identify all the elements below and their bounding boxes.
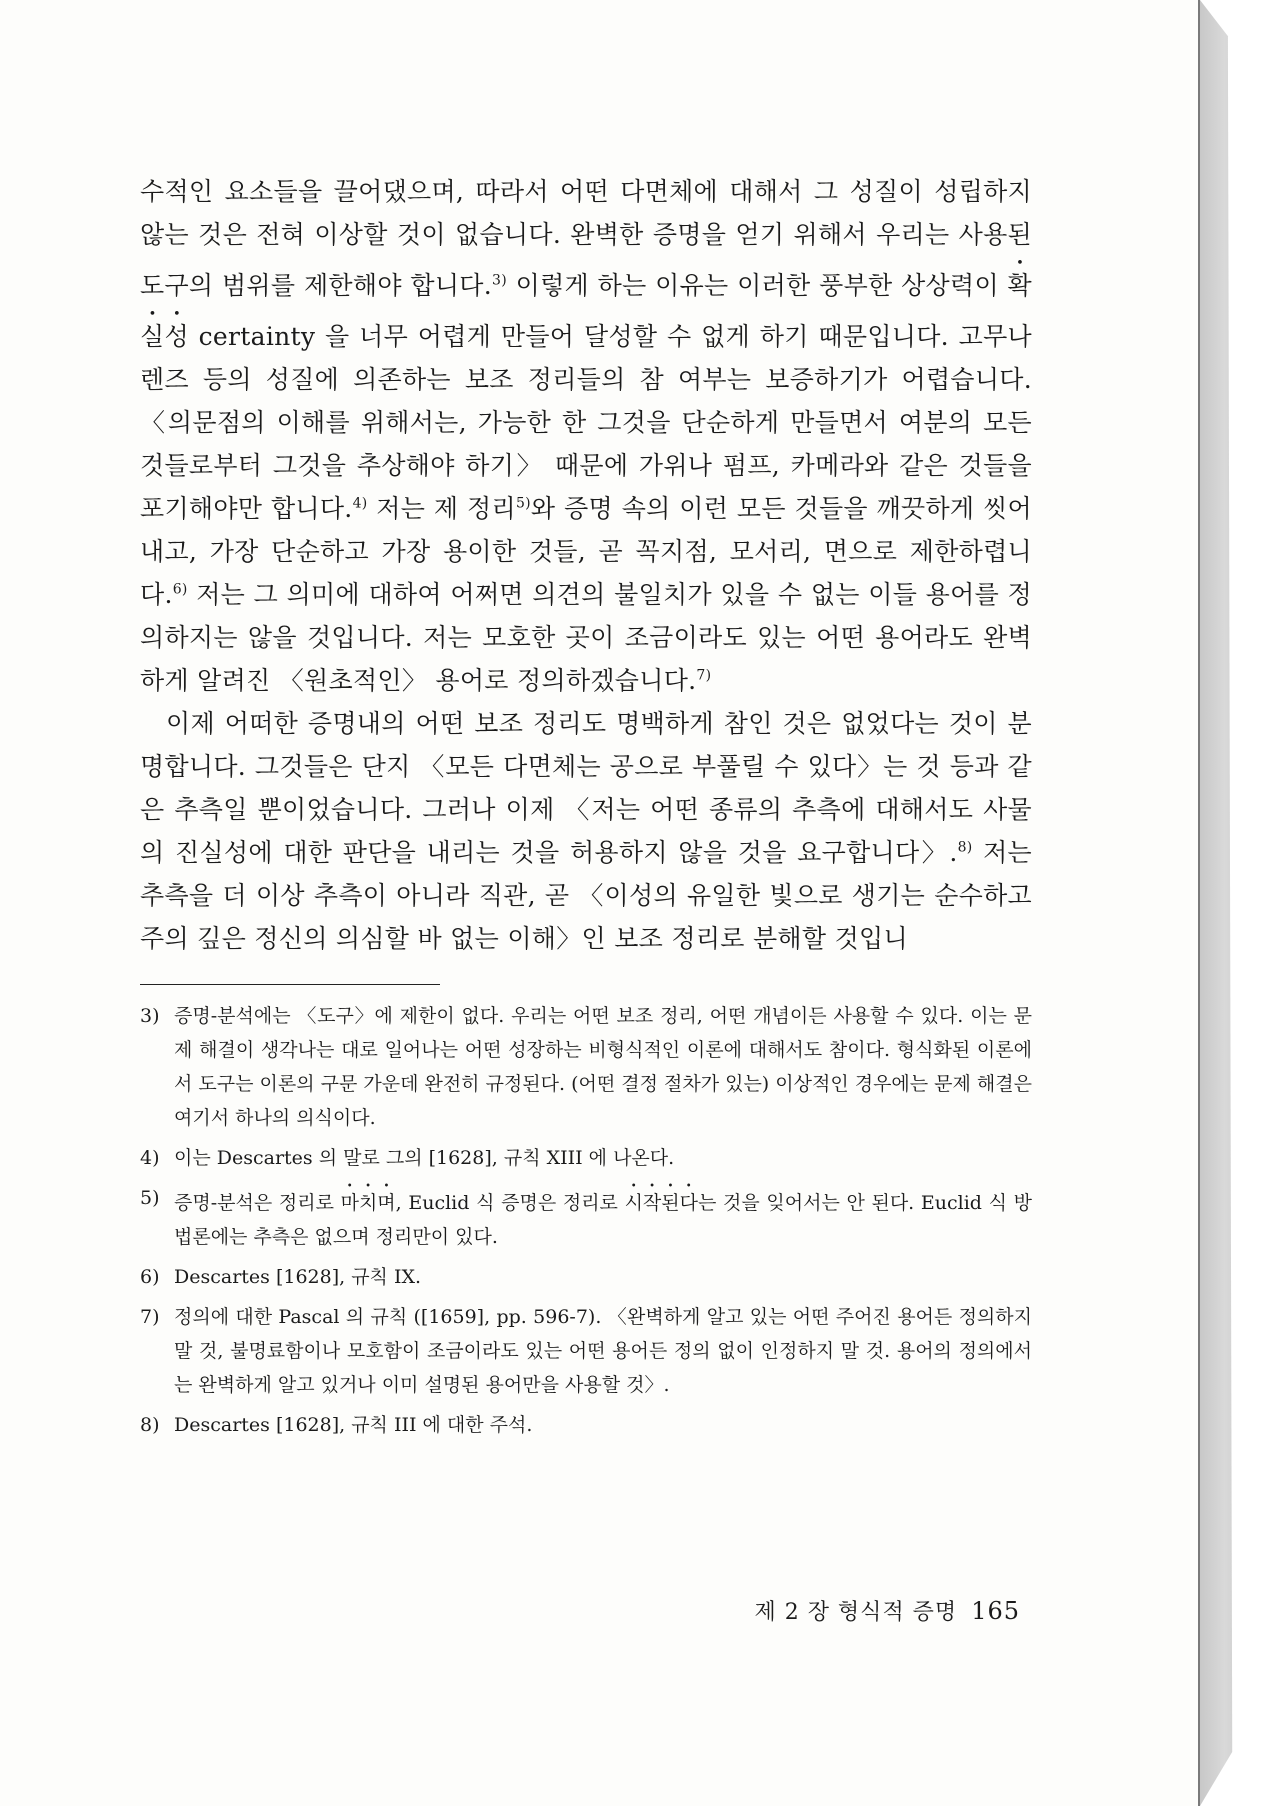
footnote-number: 8) xyxy=(140,1414,160,1436)
running-footer xyxy=(740,1595,1020,1626)
footnote-text-c: 는 것을 잊어서는 안 된다. Euclid 식 방법론에는 추측은 없으며 정리만이 있다. xyxy=(174,1192,1032,1248)
emphasis-certainty: 확실성 xyxy=(140,271,1032,351)
footnotes-list xyxy=(140,999,1032,1442)
chapter-title: 제 2 장 형식적 증명 xyxy=(754,1600,958,1625)
footnote-number: 6) xyxy=(140,1266,160,1288)
footnote-ref-8[interactable]: 8) xyxy=(957,839,973,856)
footnote-text: 정의에 대한 Pascal 의 규칙 ([1659], pp. 596-7). 〈완벽하게 알고 있는 어떤 주어진 용어든 정의하지 말 것, 불명료함이나 모호함이 조금이라도 있는 어떤 용어든 정의 없이 인정하지 말 것. 용어의 정의에서는 완벽하게 알고 있거나 이미 설명된 용어만을 사용할 것〉. xyxy=(174,1306,1032,1396)
footnote-7 xyxy=(140,1300,1032,1402)
footnote-ref-6[interactable]: 6) xyxy=(172,581,188,598)
page-content xyxy=(140,170,1032,1448)
footnote-divider xyxy=(140,984,440,985)
footnote-ref-3[interactable]: 3) xyxy=(492,272,507,289)
footnote-6 xyxy=(140,1260,1032,1294)
paragraph-2 xyxy=(140,702,1032,960)
body-text xyxy=(140,170,1032,960)
paragraph-2-text-b: 저는 추측을 더 이상 추측이 아니라 직관, 곧 〈이성의 유일한 빛으로 생기는 순수하고 주의 깊은 정신의 의심할 바 없는 이해〉인 보조 정리로 분해할 것입니 xyxy=(140,838,1032,953)
footnote-ref-4[interactable]: 4) xyxy=(352,495,368,512)
footnote-number: 4) xyxy=(140,1147,160,1169)
footnote-4 xyxy=(140,1141,1032,1175)
footnote-5 xyxy=(140,1181,1032,1254)
paragraph-1 xyxy=(140,170,1032,702)
paragraph-2-text-a: 이제 어떠한 증명내의 어떤 보조 정리도 명백하게 참인 것은 없었다는 것이 분명합니다. 그것들은 단지 〈모든 다면체는 공으로 부풀릴 수 있다〉는 것 등과 같은 추측일 뿐이었습니다. 그러나 이제 〈저는 어떤 종류의 추측에 대해서도 사물의 진실성에 대한 판단을 내리는 것을 허용하지 않을 것을 요구합니다〉. xyxy=(140,709,1032,867)
page-edge-shadow xyxy=(1200,0,1262,1806)
footnote-number: 3) xyxy=(140,1005,160,1027)
paragraph-1-text-f: 저는 그 의미에 대하여 어쩌면 의견의 불일치가 있을 수 없는 이들 용어를 정의하지는 않을 것입니다. 저는 모호한 곳이 조금이라도 있는 어떤 용어라도 완벽하게 알려진 〈원초적인〉 용어로 정의하겠습니다. xyxy=(140,580,1032,695)
footnote-text: Descartes [1628], 규칙 IX. xyxy=(174,1266,422,1288)
footnote-text: Descartes [1628], 규칙 III 에 대한 주석. xyxy=(174,1414,533,1436)
emphasis-ending: 마치며 xyxy=(340,1192,396,1214)
paragraph-1-text-b: 이렇게 하는 이유는 이러한 풍부한 상상력이 xyxy=(507,271,1008,300)
paragraph-1-text-c: certainty 을 너무 어렵게 만들어 달성할 수 없게 하기 때문입니다. 고무나 렌즈 등의 성질에 의존하는 보조 정리들의 참 여부는 보증하기가 어렵습니다. 〈의문점의 이해를 위해서는, 가능한 한 그것을 단순하게 만들면서 여분의 모든 것들로부터 그것을 추상해야 하기〉 때문에 가위나 펌프, 카메라와 같은 것들을 포기해야만 합니다. xyxy=(140,322,1032,523)
footnote-text: 이는 Descartes 의 말로 그의 [1628], 규칙 XIII 에 나온다. xyxy=(174,1147,675,1169)
footnote-text-b: , Euclid 식 증명은 정리로 xyxy=(395,1192,625,1214)
emphasis-beginning: 시작된다 xyxy=(624,1192,698,1214)
paragraph-1-text-e: 와 증명 속의 이런 모든 것들을 깨끗하게 씻어내고, 가장 단순하고 가장 용이한 것들, 곧 꼭지점, 모서리, 면으로 제한하렵니다. xyxy=(140,494,1032,609)
footnote-number: 7) xyxy=(140,1306,160,1328)
footnote-ref-7[interactable]: 7) xyxy=(696,667,712,684)
paragraph-1-text-a: 수적인 요소들을 끌어댔으며, 따라서 어떤 다면체에 대해서 그 성질이 성립하지 않는 것은 전혀 이상할 것이 없습니다. 완벽한 증명을 얻기 위해서 우리는 사용된 도구의 범위를 제한해야 합니다. xyxy=(140,177,1032,300)
footnote-3 xyxy=(140,999,1032,1135)
footnote-text-a: 증명-분석은 정리로 xyxy=(174,1192,341,1214)
footnote-text: 증명-분석에는 〈도구〉에 제한이 없다. 우리는 어떤 보조 정리, 어떤 개념이든 사용할 수 있다. 이는 문제 해결이 생각나는 대로 일어나는 어떤 성장하는 비형식적인 이론에 대해서도 참이다. 형식화된 이론에서 도구는 이론의 구문 가운데 완전히 규정된다. (어떤 결정 절차가 있는) 이상적인 경우에는 문제 해결은 여기서 하나의 의식이다. xyxy=(174,1005,1032,1129)
page-number: 165 xyxy=(971,1597,1020,1625)
footnote-8 xyxy=(140,1408,1032,1442)
paragraph-1-text-d: 저는 제 정리 xyxy=(367,494,516,523)
footnote-number: 5) xyxy=(140,1187,160,1209)
footnote-ref-5[interactable]: 5) xyxy=(515,495,531,512)
